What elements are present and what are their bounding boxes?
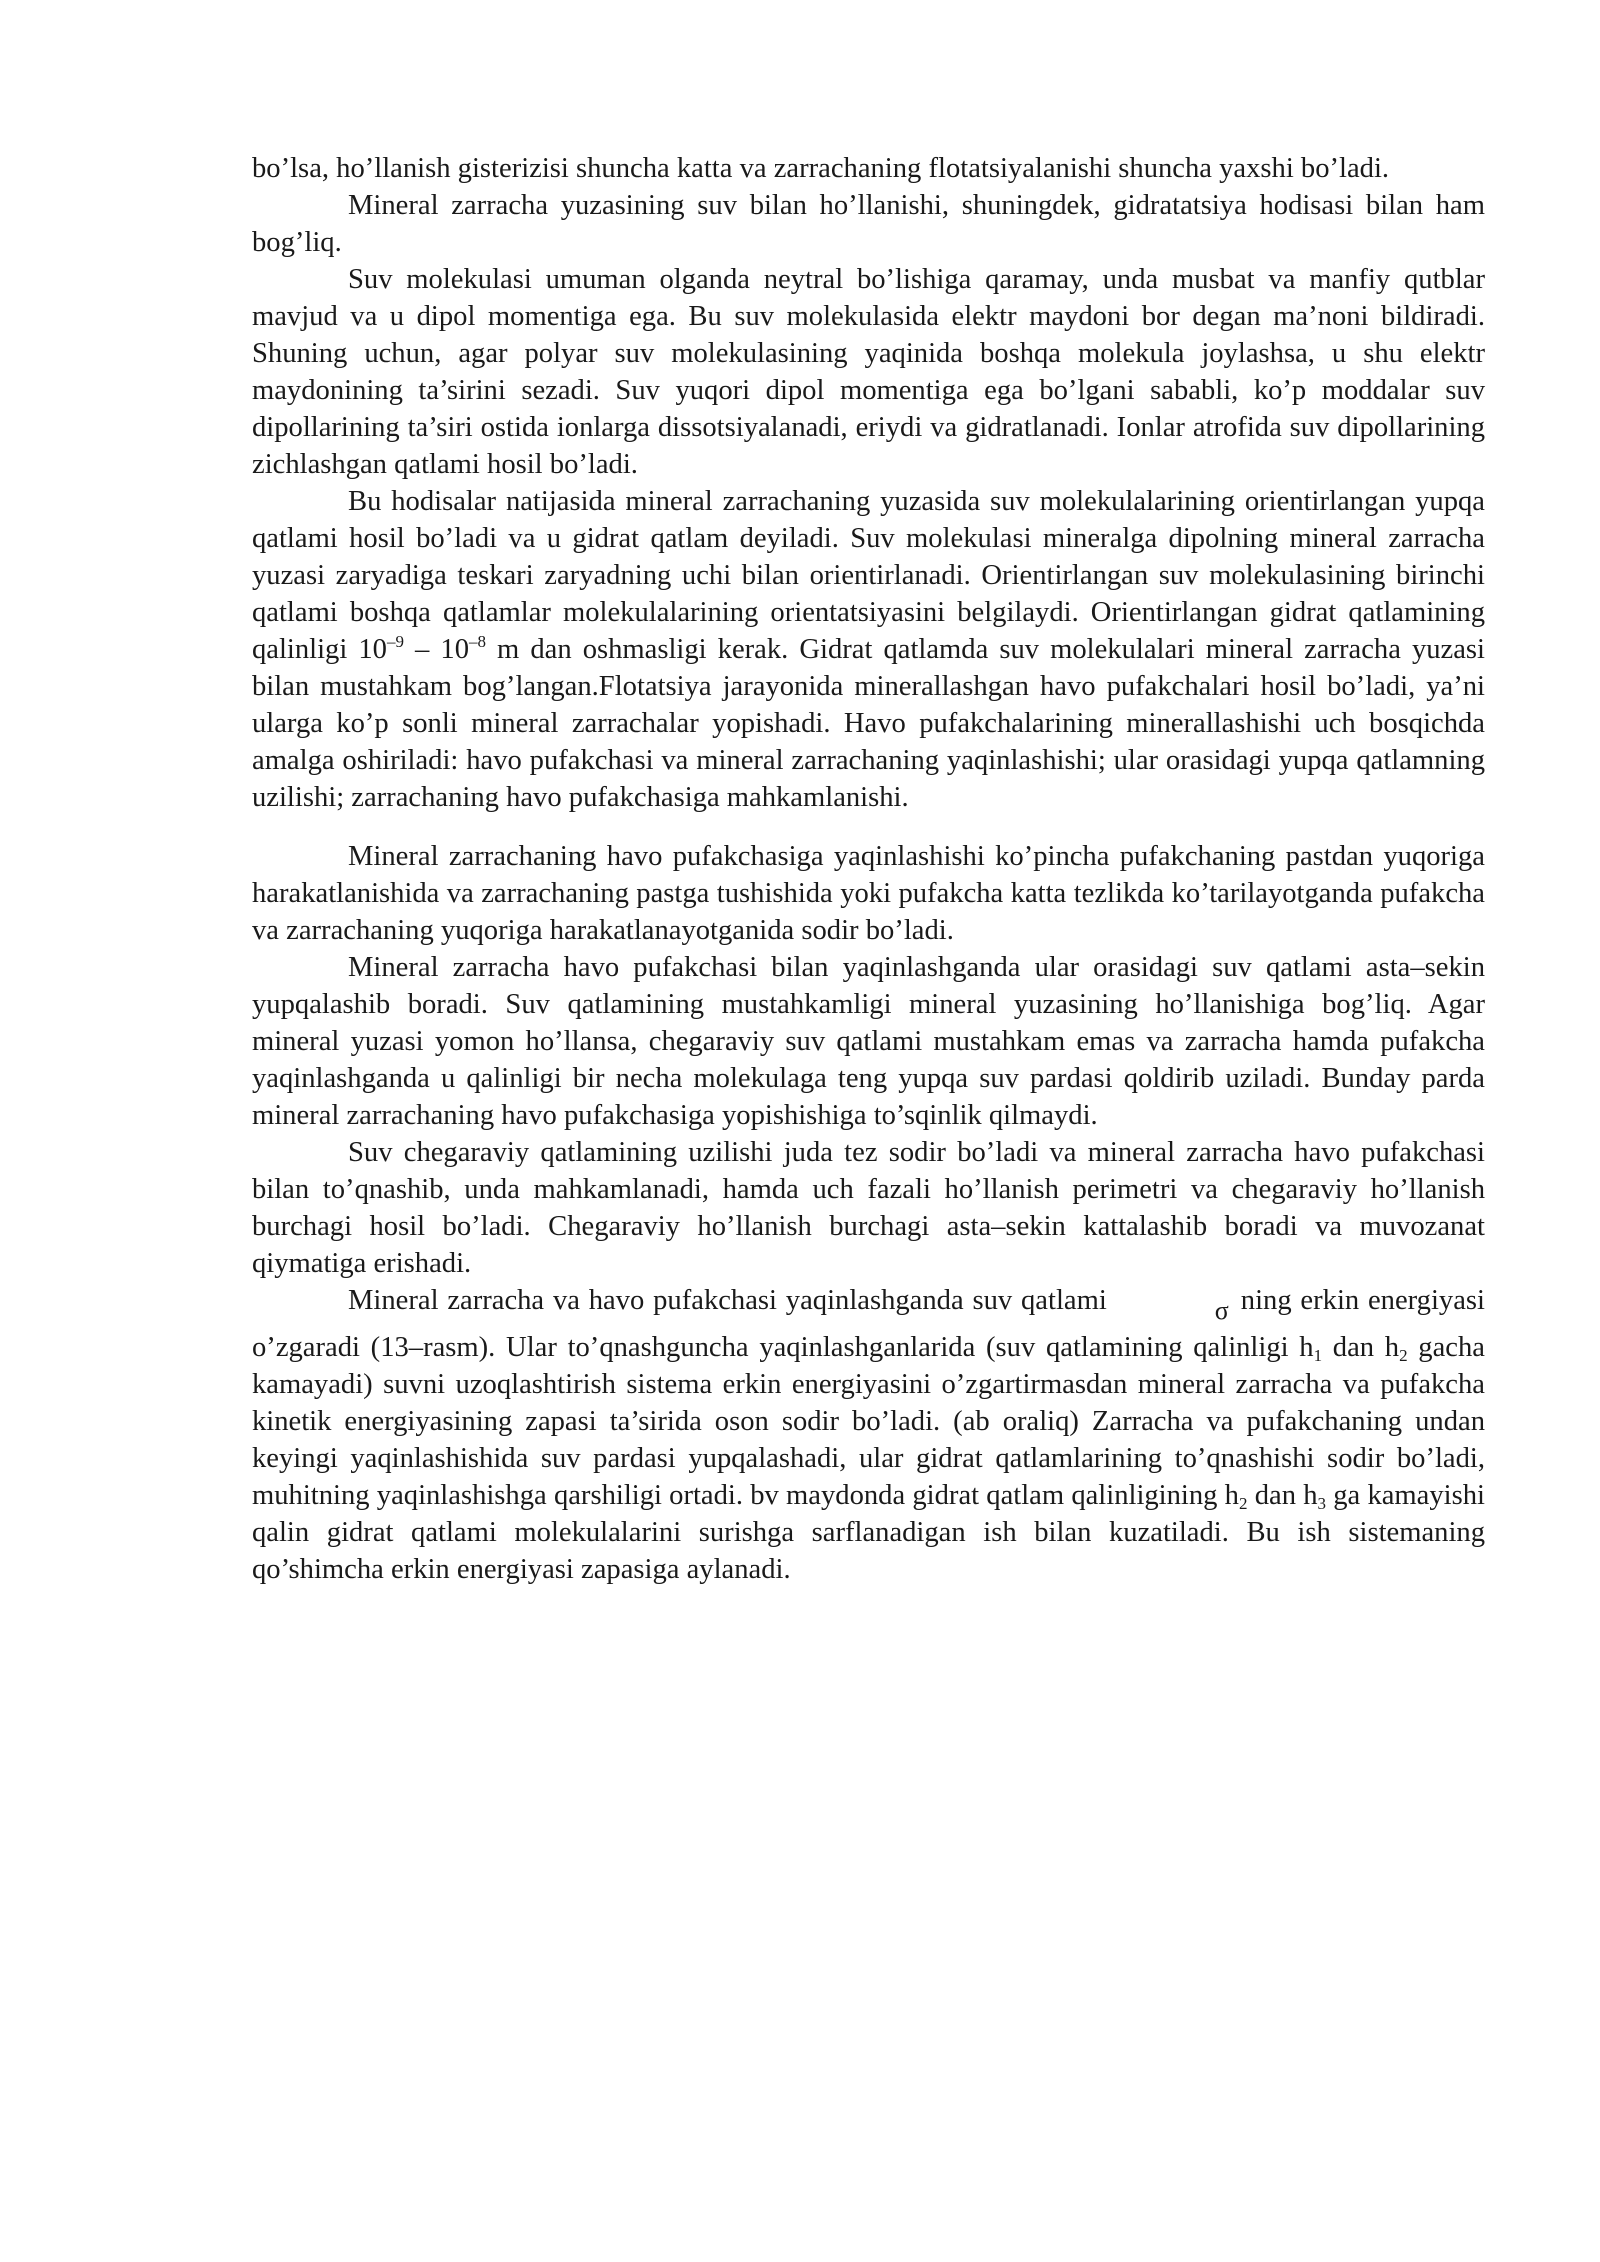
sigma-symbol: σ [1214, 1296, 1229, 1325]
paragraph-5: Mineral zarrachaning havo pufakchasiga yaqinlashishi ko’pincha pufakchaning pastdan yuqoriga harakatlanishida va zarrachaning pastga tushishida yoki pufakcha katta tezlikda ko’tarilayotganda pufakcha va zarrachaning yuqoriga harakatlanayotganida sodir bo’ladi. [252, 841, 1485, 946]
paragraph-1: bo’lsa, ho’llanish gisterizisi shuncha katta va zarrachaning flotatsiyalanishi shuncha yaxshi bo’ladi. [252, 153, 1390, 184]
paragraph-8-text-c: dan h [1322, 1332, 1400, 1363]
subscript-2: 2 [1399, 1346, 1408, 1365]
paragraph-4 [252, 483, 1485, 816]
subscript-2b: 2 [1238, 1494, 1248, 1513]
subscript-3: 3 [1317, 1494, 1327, 1513]
paragraph-8 [252, 1282, 1485, 1588]
paragraph-4-text-b: – 10 [403, 634, 469, 665]
document-page [252, 150, 1485, 1588]
paragraph-6: Mineral zarracha havo pufakchasi bilan yaqinlashganda ular orasidagi suv qatlami asta–sekin yupqalashib boradi. Suv qatlamining mustahkamligi mineral yuzasining ho’llanishiga bog’liq. Agar mineral yuzasi yomon ho’llansa, chegaraviy suv qatlami mustahkam emas va zarracha hamda pufakcha yaqinlashganda u qalinligi bir necha molekulaga teng yupqa suv pardasi qoldirib uziladi. Bunday parda mineral zarrachaning havo pufakchasiga yopishishiga to’sqinlik qilmaydi. [252, 952, 1485, 1131]
exponent-minus-9: –9 [386, 632, 404, 651]
exponent-minus-8: –8 [468, 632, 486, 651]
paragraph-gap [252, 816, 1485, 838]
paragraph-2: Mineral zarracha yuzasining suv bilan ho’llanishi, shuningdek, gidratatsiya hodisasi bilan ham bog’liq. [252, 190, 1485, 258]
paragraph-8-text-b: ning erkin energiyasi o’zgaradi (13–rasm). Ular to’qnashguncha yaqinlashganlarida (suv qatlamining qalinligi h [252, 1285, 1485, 1363]
paragraph-7: Suv chegaraviy qatlamining uzilishi juda tez sodir bo’ladi va mineral zarracha havo pufakchasi bilan to’qnashib, unda mahkamlanadi, hamda uch fazali ho’llanish perimetri va chegaraviy ho’llanish burchagi hosil bo’ladi. Chegaraviy ho’llanish burchagi asta–sekin kattalashib boradi va muvozanat qiymatiga erishadi. [252, 1137, 1485, 1279]
paragraph-8-text-d: gacha kamayadi) suvni uzoqlashtirish sistema erkin energiyasini o’zgartirmasdan mineral zarracha va pufakcha kinetik energiyasining zapasi ta’sirida oson sodir bo’ladi. (ab oraliq) Zarracha va pufakchaning undan keyingi yaqinlashishida suv pardasi yupqalashadi, ular gidrat qatlamlarining to’qnashishi sodir bo’ladi, muhitning yaqinlashishga qarshiligi ortadi. bv maydonda gidrat qatlam qalinligining h [252, 1332, 1485, 1511]
subscript-1: 1 [1313, 1346, 1323, 1365]
paragraph-8-text-f: ga kamayishi qalin gidrat qatlami molekulalarini surishga sarflanadigan ish bilan kuzatiladi. Bu ish sistemaning qo’shimcha erkin energiyasi zapasiga aylanadi. [252, 1480, 1485, 1585]
paragraph-4-text-a: Bu hodisalar natijasida mineral zarrachaning yuzasida suv molekulalarining orientirlangan yupqa qatlami hosil bo’ladi va u gidrat qatlam deyiladi. Suv molekulasi mineralga dipolning mineral zarracha yuzasi zaryadiga teskari zaryadning uchi bilan orientirlanadi. Orientirlangan suv molekulasining birinchi qatlami boshqa qatlamlar molekulalarining orientatsiyasini belgilaydi. Orientirlangan gidrat qatlamining qalinligi 10 [252, 486, 1485, 665]
paragraph-8-text-a: Mineral zarracha va havo pufakchasi yaqinlashganda suv qatlami [348, 1285, 1107, 1316]
paragraph-3: Suv molekulasi umuman olganda neytral bo’lishiga qaramay, unda musbat va manfiy qutblar mavjud va u dipol momentiga ega. Bu suv molekulasida elektr maydoni bor degan ma’noni bildiradi. Shuning uchun, agar polyar suv molekulasining yaqinida boshqa molekula joylashsa, u shu elektr maydonining ta’sirini sezadi. Suv yuqori dipol momentiga ega bo’lgani sababli, ko’p moddalar suv dipollarining ta’siri ostida ionlarga dissotsiyalanadi, eriydi va gidratlanadi. Ionlar atrofida suv dipollarining zichlashgan qatlami hosil bo’ladi. [252, 264, 1485, 480]
paragraph-4-text-c: m dan oshmasligi kerak. Gidrat qatlamda suv molekulalari mineral zarracha yuzasi bilan mustahkam bog’langan.Flotatsiya jarayonida minerallashgan havo pufakchalari hosil bo’ladi, ya’ni ularga ko’p sonli mineral zarrachalar yopishadi. Havo pufakchalarining minerallashishi uch bosqichda amalga oshiriladi: havo pufakchasi va mineral zarrachaning yaqinlashishi; ular orasidagi yupqa qatlamning uzilishi; zarrachaning havo pufakchasiga mahkamlanishi. [252, 634, 1486, 813]
paragraph-8-text-e: dan h [1247, 1480, 1318, 1511]
